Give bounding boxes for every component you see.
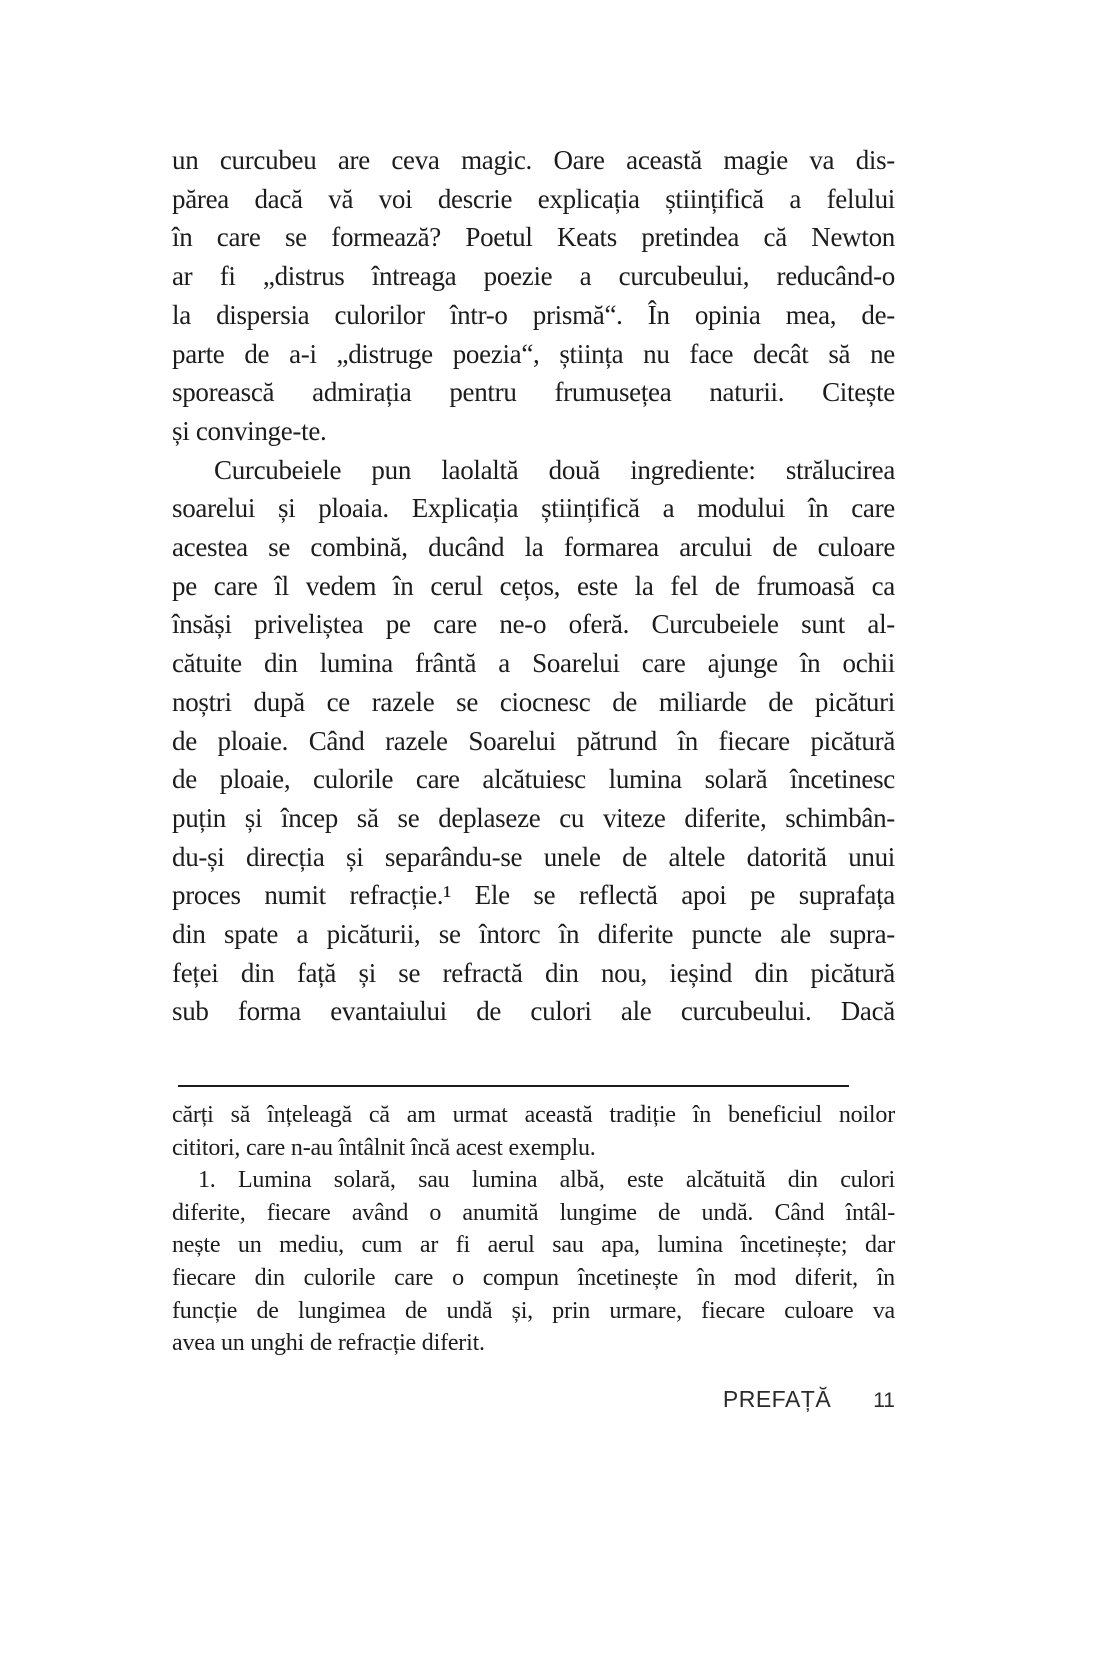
footnote-separator [178,1085,849,1087]
footnote-line: diferite, fiecare având o anumită lungime de undă. Când întâl- [172,1199,895,1226]
text-line: soarelui și ploaia. Explicația științifică a modului în care [172,493,895,524]
footnote [172,1099,895,1360]
text-line: din spate a picăturii, se întorc în diferite puncte ale supra- [172,919,895,950]
text-line: du-și direcția și separându-se unele de altele datorită unui [172,841,895,872]
text-line: de ploaie, culorile care alcătuiesc lumina solară încetinesc [172,764,895,795]
text-line: sporească admirația pentru frumusețea naturii. Citește [172,377,895,408]
footnote-line: fiecare din culorile care o compun încetinește în mod diferit, în [172,1264,895,1291]
text-line: pe care îl vedem în cerul cețos, este la fel de frumoasă ca [172,570,895,601]
text-line: puțin și încep să se deplaseze cu viteze diferite, schimbân- [172,802,895,833]
footnote-line: 1. Lumina solară, sau lumina albă, este alcătuită din culori [198,1167,895,1194]
text-line: sub forma evantaiului de culori ale curcubeului. Dacă [172,996,895,1027]
text-line: cătuite din lumina frântă a Soarelui care ajunge în ochii [172,648,895,679]
text-line: de ploaie. Când razele Soarelui pătrund în fiecare picătură [172,725,895,756]
footnote-line: cărți să înțeleagă că am urmat această tradiție în beneficiul noilor [172,1102,895,1128]
footnote-line: nește un mediu, cum ar fi aerul sau apa, lumina încetinește; dar [172,1232,895,1259]
footnote-line: avea un unghi de refracție diferit. [172,1330,485,1357]
text-line: și convinge-te. [172,415,327,446]
footnote-line: funcție de lungimea de undă și, prin urmare, fiecare culoare va [172,1297,895,1324]
section-title: PREFAȚĂ [722,1386,832,1412]
footnote-line: cititori, care n-au întâlnit încă acest exemplu. [172,1134,596,1161]
text-line: părea dacă vă voi descrie explicația științifică a felului [172,183,895,214]
text-line: noștri după ce razele se ciocnesc de miliarde de picături [172,686,895,717]
text-line: feței din față și se refractă din nou, ieșind din picătură [172,957,895,988]
text-line: acestea se combină, ducând la formarea arcului de culoare [172,532,895,563]
text-line: ar fi „distrus întreaga poezie a curcubeului, reducând-o [172,261,895,292]
text-line: în care se formează? Poetul Keats pretindea că Newton [172,222,895,253]
text-line: proces numit refracție.¹ Ele se reflectă apoi pe suprafața [172,880,895,911]
text-line: parte de a-i „distruge poezia“, știința nu face decât să ne [172,338,895,369]
text-line: Curcubeiele pun laolaltă două ingrediente: strălucirea [214,454,895,485]
text-line: un curcubeu are ceva magic. Oare această magie va dis- [172,145,895,175]
page-footer [172,1386,895,1413]
body-text [172,141,895,1031]
text-line: la dispersia culorilor într-o prismă“. În opinia mea, de- [172,299,895,330]
text-line: însăși priveliștea pe care ne-o oferă. Curcubeiele sunt al- [172,609,895,640]
page-number: 11 [873,1389,895,1412]
